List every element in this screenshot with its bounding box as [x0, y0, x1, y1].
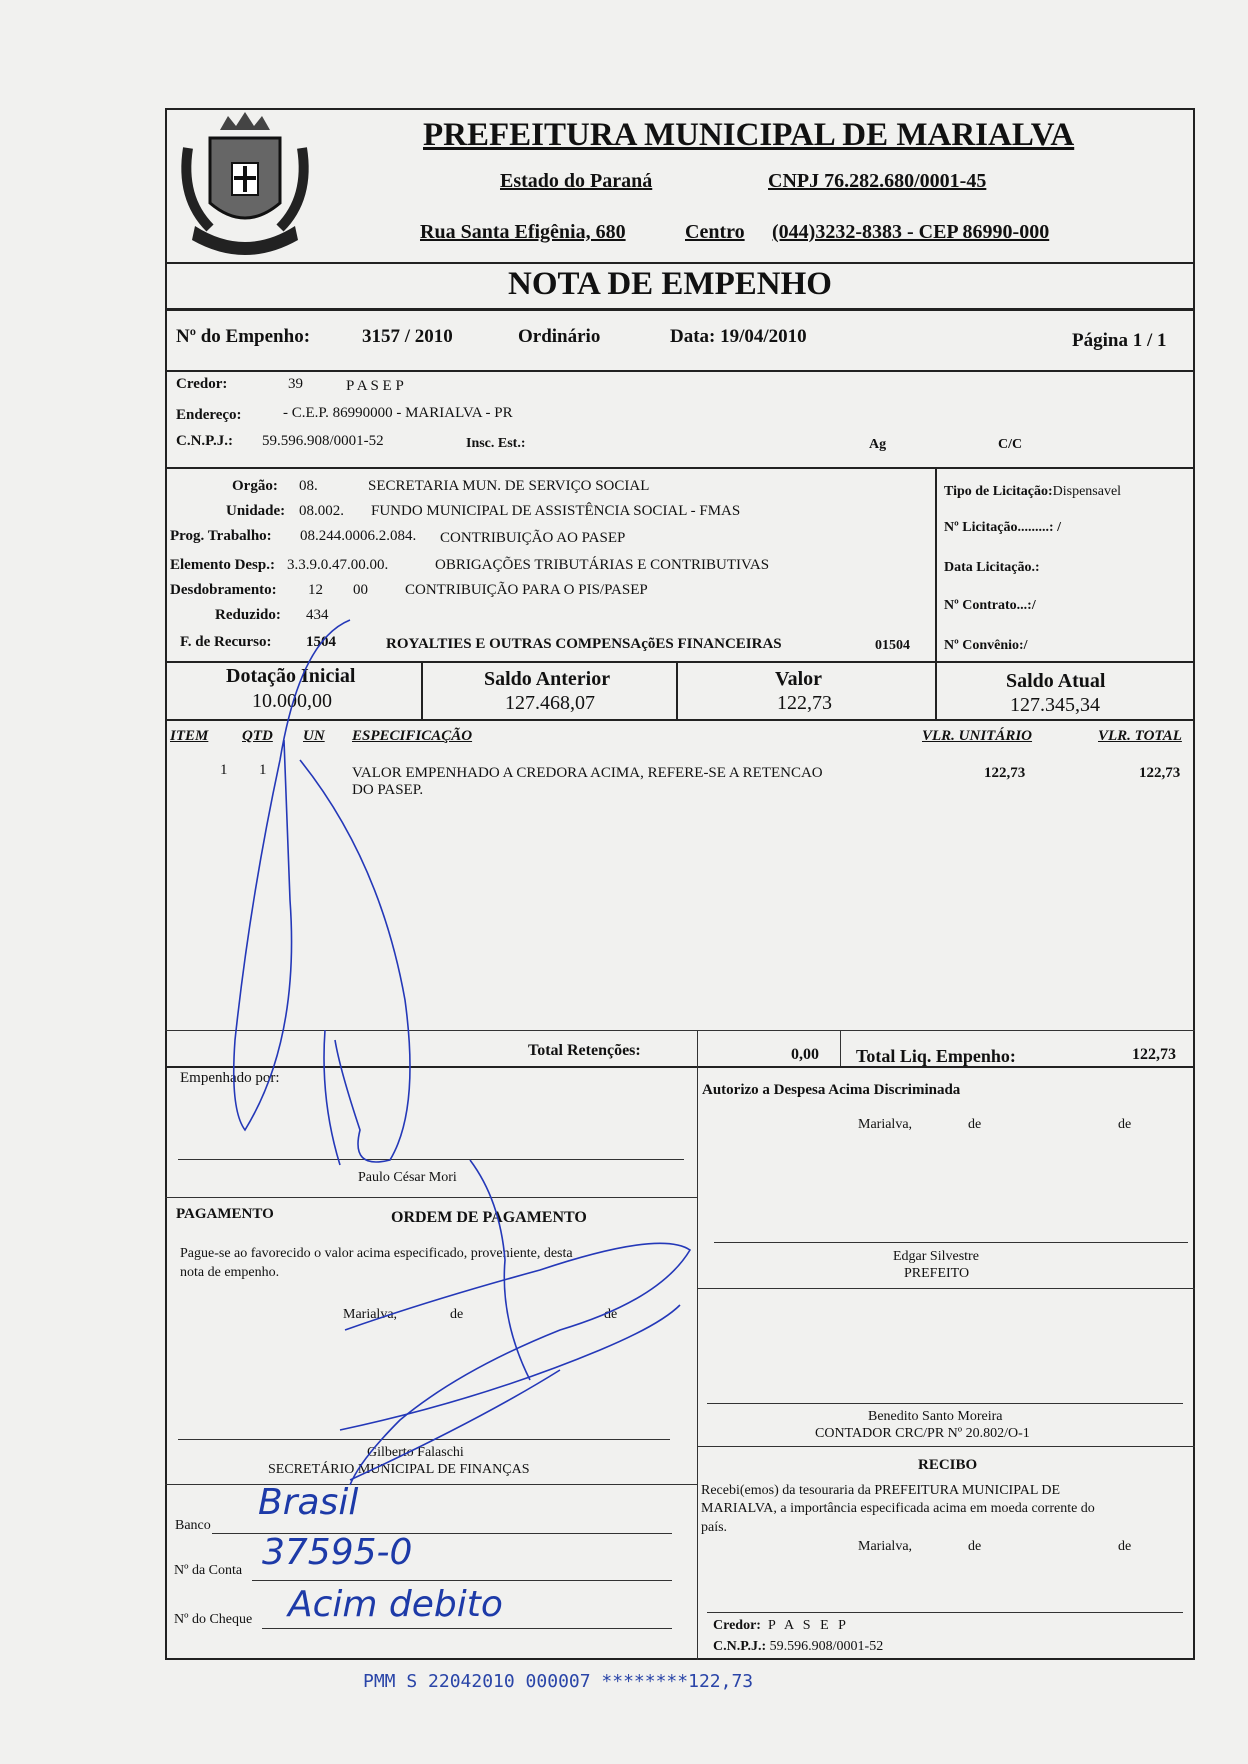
col-vlr-unitario: VLR. UNITÁRIO [922, 728, 1033, 744]
col-qtd: QTD [242, 728, 273, 744]
header-phone: (044)3232-8383 - CEP 86990-000 [772, 221, 1050, 243]
left-de2: de [604, 1307, 618, 1322]
recurso-code2: 01504 [875, 638, 910, 653]
item-unit-value: 122,73 [984, 765, 1026, 781]
credor-name: P A S E P [346, 378, 404, 394]
saldo-atual-label: Saldo Atual [1006, 670, 1106, 692]
elem-code: 3.3.9.0.47.00.00. [287, 557, 389, 573]
bank-stamp: PMM S 22042010 000007 ********122,73 [363, 1671, 754, 1692]
header-street: Rua Santa Efigênia, 680 [420, 221, 626, 243]
data-licitacao: Data Licitação.: [944, 560, 1040, 575]
recibo-text-1: Recebi(emos) da tesouraria da PREFEITURA MUNICIPAL DE [701, 1483, 1061, 1498]
ordem-pagamento-title: ORDEM DE PAGAMENTO [391, 1209, 587, 1226]
pagamento-label: PAGAMENTO [176, 1206, 274, 1222]
credor-cnpj-label: C.N.P.J.: [176, 433, 233, 449]
cc-label: C/C [998, 437, 1023, 452]
saldo-atual-value: 127.345,34 [1010, 694, 1100, 716]
dotacao-label: Dotação Inicial [226, 665, 356, 687]
empenho-type: Ordinário [518, 326, 601, 347]
right-de2-2: de [1118, 1539, 1132, 1554]
insc-label: Insc. Est.: [466, 436, 526, 451]
recibo-title: RECIBO [918, 1457, 978, 1473]
recurso-code: 1504 [306, 634, 336, 650]
item-total-value: 122,73 [1139, 765, 1181, 781]
saldo-anterior-label: Saldo Anterior [484, 668, 611, 690]
reduzido-label: Reduzido: [215, 607, 281, 623]
desd-code1: 12 [308, 582, 323, 598]
num-licitacao: Nº Licitação.........: / [944, 520, 1061, 535]
desd-label: Desdobramento: [170, 582, 277, 598]
desd-code2: 00 [353, 582, 368, 598]
conta-handwritten: 37595-0 [262, 1532, 413, 1573]
left-city: Marialva, [343, 1307, 398, 1322]
orgao-desc: SECRETARIA MUN. DE SERVIÇO SOCIAL [368, 478, 650, 494]
num-convenio: Nº Convênio:/ [944, 638, 1028, 653]
right-de2-1: de [1118, 1117, 1132, 1132]
coat-of-arms-icon [170, 108, 320, 258]
prefeito-name: Edgar Silvestre [893, 1249, 979, 1264]
empenho-date: Data: 19/04/2010 [670, 326, 807, 347]
left-de1: de [450, 1307, 464, 1322]
credor-label: Credor: [176, 376, 228, 392]
conta-label: Nº da Conta [174, 1563, 243, 1578]
item-desc-line2: DO PASEP. [352, 782, 424, 798]
empenhado-por: Empenhado por: [180, 1070, 280, 1086]
address-label: Endereço: [176, 407, 242, 423]
col-vlr-total: VLR. TOTAL [1098, 728, 1182, 744]
empenho-num: 3157 / 2010 [362, 326, 453, 347]
empenho-num-label: Nº do Empenho: [176, 326, 311, 347]
prog-code: 08.244.0006.2.084. [300, 528, 417, 544]
contador-role: CONTADOR CRC/PR Nº 20.802/O-1 [815, 1426, 1030, 1441]
dotacao-value: 10.000,00 [252, 690, 332, 712]
recurso-label: F. de Recurso: [180, 634, 272, 650]
credor-cnpj: 59.596.908/0001-52 [262, 433, 384, 449]
recibo-credor: Credor: P A S E P [713, 1618, 849, 1633]
recurso-desc: ROYALTIES E OUTRAS COMPENSAçõES FINANCEIRAS [386, 636, 782, 652]
ag-label: Ag [869, 437, 887, 452]
recibo-text-2: MARIALVA, a importância especificada acima em moeda corrente do [701, 1501, 1095, 1516]
valor-value: 122,73 [777, 692, 832, 714]
unidade-code: 08.002. [299, 503, 344, 519]
total-retencoes-value: 0,00 [791, 1046, 819, 1063]
valor-label: Valor [775, 668, 823, 690]
col-especificacao: ESPECIFICAÇÃO [352, 728, 473, 744]
right-de1-2: de [968, 1539, 982, 1554]
cheque-label: Nº do Cheque [174, 1612, 253, 1627]
header-state: Estado do Paraná [500, 170, 653, 192]
elem-label: Elemento Desp.: [170, 557, 275, 573]
prog-desc: CONTRIBUIÇÃO AO PASEP [440, 530, 626, 546]
doc-title: NOTA DE EMPENHO [508, 266, 832, 302]
unidade-desc: FUNDO MUNICIPAL DE ASSISTÊNCIA SOCIAL - FMAS [371, 503, 741, 519]
cheque-handwritten: Acim debito [288, 1584, 503, 1625]
orgao-code: 08. [299, 478, 318, 494]
total-retencoes-label: Total Retenções: [528, 1042, 641, 1059]
signature-name-1: Paulo César Mori [358, 1170, 457, 1185]
pague-se-line2: nota de empenho. [180, 1265, 280, 1280]
right-city-2: Marialva, [858, 1539, 913, 1554]
address-value: - C.E.P. 86990000 - MARIALVA - PR [283, 405, 513, 421]
unidade-label: Unidade: [226, 503, 286, 519]
right-de1-1: de [968, 1117, 982, 1132]
num-contrato: Nº Contrato...:/ [944, 598, 1036, 613]
right-city-1: Marialva, [858, 1117, 913, 1132]
credor-code: 39 [288, 376, 303, 392]
saldo-anterior-value: 127.468,07 [505, 692, 595, 714]
item-qtd: 1 [259, 762, 267, 778]
total-liq-label: Total Liq. Empenho: [856, 1046, 1016, 1066]
header-district: Centro [685, 221, 745, 243]
banco-label: Banco [175, 1518, 211, 1533]
recibo-text-3: país. [701, 1520, 728, 1535]
signature-role-2: SECRETÁRIO MUNICIPAL DE FINANÇAS [268, 1462, 530, 1477]
orgao-label: Orgão: [232, 478, 278, 494]
contador-name: Benedito Santo Moreira [868, 1409, 1003, 1424]
item-number: 1 [220, 762, 228, 778]
prog-label: Prog. Trabalho: [170, 528, 272, 544]
item-desc-line1: VALOR EMPENHADO A CREDORA ACIMA, REFERE-SE A RETENCAO [352, 765, 823, 781]
desd-desc: CONTRIBUIÇÃO PARA O PIS/PASEP [405, 582, 648, 598]
header-title: PREFEITURA MUNICIPAL DE MARIALVA [423, 117, 1075, 153]
empenho-page: Página 1 / 1 [1072, 330, 1167, 351]
total-liq-value: 122,73 [1132, 1046, 1176, 1063]
tipo-licitacao: Tipo de Licitação:Dispensavel [944, 484, 1122, 499]
prefeito-role: PREFEITO [904, 1266, 970, 1281]
signature-name-2: Gilberto Falaschi [367, 1445, 464, 1460]
autorizo-label: Autorizo a Despesa Acima Discriminada [702, 1082, 961, 1098]
col-un: UN [303, 728, 325, 744]
col-item: ITEM [170, 728, 209, 744]
pague-se-line1: Pague-se ao favorecido o valor acima especificado, proveniente, desta [180, 1246, 573, 1261]
banco-handwritten: Brasil [258, 1482, 359, 1523]
header-cnpj: CNPJ 76.282.680/0001-45 [768, 170, 987, 192]
recibo-cnpj: C.N.P.J.: 59.596.908/0001-52 [713, 1639, 884, 1654]
elem-desc: OBRIGAÇÕES TRIBUTÁRIAS E CONTRIBUTIVAS [435, 557, 770, 573]
reduzido-value: 434 [306, 607, 329, 623]
